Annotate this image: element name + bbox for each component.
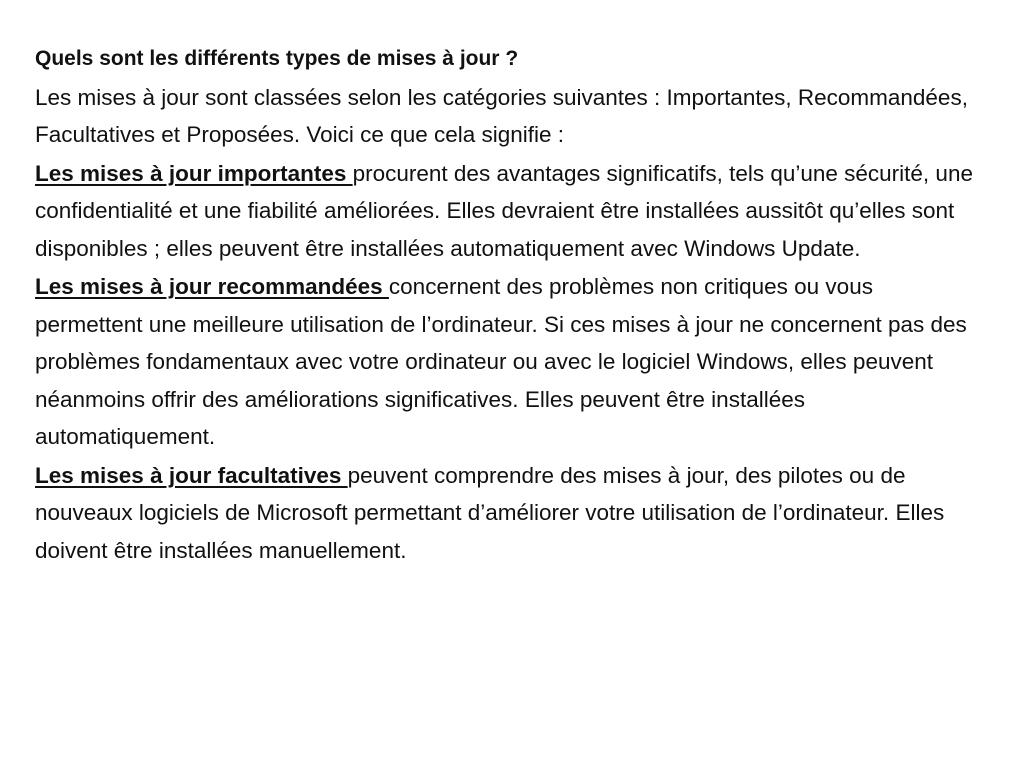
- section-important: [35, 155, 985, 268]
- text-important: procurent des avantages significatifs, tels qu’une sécurité, une confidentialité et une fiabilité améliorées. Elles devraient être installées aussitôt qu’elles sont disponibles ; elles peuvent être installées automatiquement avec Windows Update.: [35, 160, 973, 261]
- section-recommended: [35, 268, 985, 456]
- slide-content: [35, 40, 985, 570]
- slide-heading: Quels sont les différents types de mises à jour ?: [35, 47, 519, 70]
- section-optional: [35, 457, 985, 570]
- text-recommended: concernent des problèmes non critiques ou vous permettent une meilleure utilisation de l’ordinateur. Si ces mises à jour ne concernent pas des problèmes fondamentaux avec votre ordinateur ou avec le logiciel Windows, elles peuvent néanmoins offrir des améliorations significatives. Elles peuvent être installées automatiquement.: [35, 274, 967, 449]
- intro-paragraph: Les mises à jour sont classées selon les catégories suivantes : Importantes, Recommandées, Facultatives et Proposées. Voici ce que cela signifie :: [35, 84, 968, 147]
- text-optional: peuvent comprendre des mises à jour, des pilotes ou de nouveaux logiciels de Microsoft permettant d’améliorer votre utilisation de l’ordinateur. Elles doivent être installées manuellement.: [35, 462, 945, 563]
- term-important: Les mises à jour importantes: [35, 160, 353, 186]
- term-optional: Les mises à jour facultatives: [35, 462, 348, 488]
- term-recommended: Les mises à jour recommandées: [35, 274, 389, 299]
